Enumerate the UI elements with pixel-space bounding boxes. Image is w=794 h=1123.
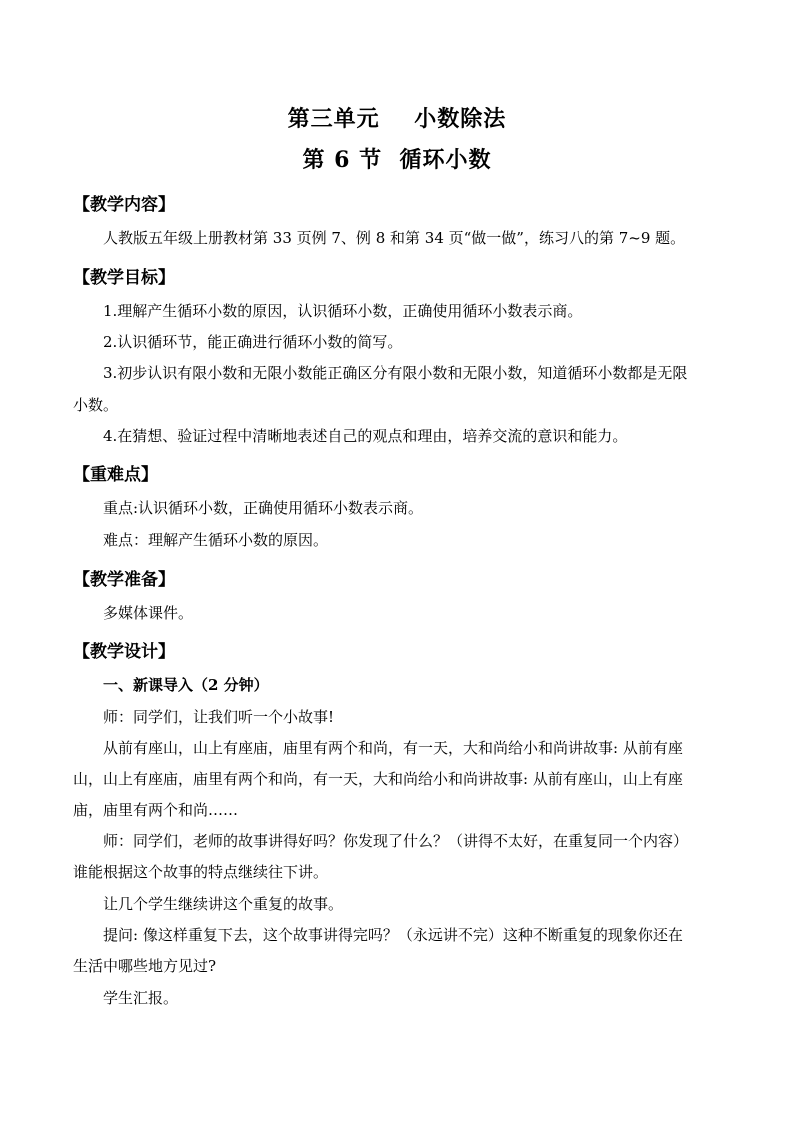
teaching-content-text: 人教版五年级上册教材第 33 页例 7、例 8 和第 34 页“做一做”，练习八的第 7~9 题。 [103,229,686,247]
heading-teaching-goals: 【教学目标】 [73,268,175,288]
design-line: 师：同学们，让我们听一个小故事! [103,708,335,726]
unit-title: 第三单元 小数除法 [287,106,507,132]
preparation-text: 多媒体课件。 [103,604,194,622]
goal-item: 3.初步认识有限小数和无限小数能正确区分有限小数和无限小数，知道循环小数都是无限 [103,364,688,382]
heading-teaching-content: 【教学内容】 [73,195,175,215]
heading-key-points: 【重难点】 [73,465,158,485]
section-title: 第 6 节 循环小数 [302,147,492,173]
heading-preparation: 【教学准备】 [73,570,175,590]
goal-item-continued: 小数。 [73,396,119,414]
design-line: 师：同学们，老师的故事讲得好吗？你发现了什么？（讲得不太好，在重复同一个内容） [103,832,689,850]
goal-item: 4.在猜想、验证过程中清晰地表述自己的观点和理由，培养交流的意识和能力。 [103,427,628,445]
goal-item: 2.认识循环节，能正确进行循环小数的简写。 [103,333,403,351]
design-line: 提问: 像这样重复下去，这个故事讲得完吗？（永远讲不完）这种不断重复的现象你还在 [103,926,683,944]
key-point-focus: 重点:认识循环小数，正确使用循环小数表示商。 [103,499,424,517]
design-line: 从前有座山，山上有座庙，庙里有两个和尚，有一天，大和尚给小和尚讲故事: 从前有座 [103,739,683,757]
design-line: 山，山上有座庙，庙里有两个和尚，有一天，大和尚给小和尚讲故事: 从前有座山，山上有座 [73,770,683,788]
design-line: 学生汇报。 [103,989,179,1007]
design-line: 庙，庙里有两个和尚…… [73,801,239,819]
heading-teaching-design: 【教学设计】 [73,642,175,662]
design-line: 让几个学生继续讲这个重复的故事。 [103,895,344,913]
design-subheading: 一、新课导入（2 分钟） [103,676,269,694]
design-line: 生活中哪些地方见过? [73,957,217,975]
key-point-difficulty: 难点：理解产生循环小数的原因。 [103,531,329,549]
design-line: 谁能根据这个故事的特点继续往下讲。 [73,863,329,881]
goal-item: 1.理解产生循环小数的原因，认识循环小数，正确使用循环小数表示商。 [103,302,583,320]
